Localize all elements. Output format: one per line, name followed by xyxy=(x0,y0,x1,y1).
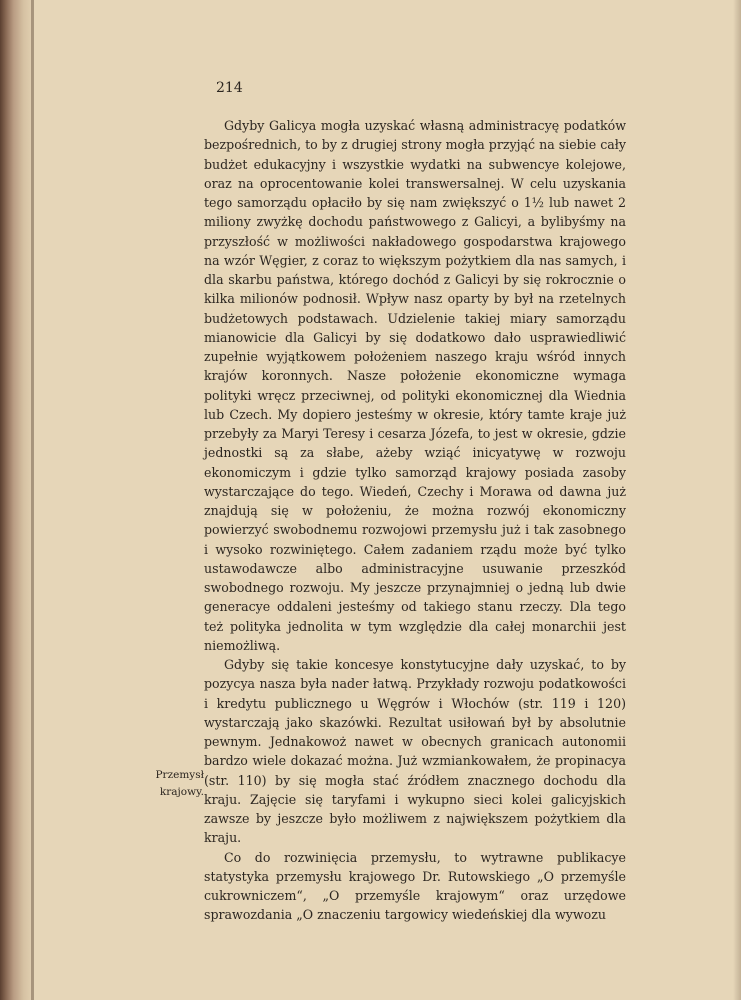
paragraph-1: Gdyby Galicya mogła uzyskać własną administracyę podatków bezpośrednich, to by z drugiej strony mogła przyjąć na siebie cały budżet edukacyjny i wszystkie wydatki na subwencye kolejowe, oraz na oprocentowanie kolei transwersalnej. W celu uzyskania tego samorządu opłaciło by się nam zwiększyć o 1½ lub nawet 2 miliony zwyżkę dochodu państwowego z Galicyi, a bylibyśmy na przyszłość w możliwości nakładowego gospodarstwa krajowego na wzór Węgier, z coraz to większym pożytkiem dla nas samych, i dla skarbu państwa, którego dochód z Galicyi by się rokrocznie o kilka milionów podnosił. Wpływ nasz oparty by był na rzetelnych budżetowych podstawach. Udzielenie takiej miary samorządu mianowicie dla Galicyi by się dodatkowo dało usprawiedliwić zupełnie wyjątkowem położeniem naszego kraju wśród innych krajów koronnych. Nasze położenie ekonomiczne wymaga polityki wręcz przeciwnej, od polityki ekonomicznej dla Wiednia lub Czech. My dopiero jesteśmy w okresie, który tamte kraje już przebyły za Maryi Teresy i cesarza Józefa, to jest w okresie, gdzie jednostki są za słabe, ażeby wziąć inicyatywę w rozwoju ekonomiczym i gdzie tylko samorząd krajowy posiada zasoby wystarczające do tego. Wiedeń, Czechy i Morawa od dawna już znajdują się w położeniu, że można rozwój ekonomiczny powierzyć swobodnemu rozwojowi przemysłu już i tak zasobnego i wysoko rozwiniętego. Całem zadaniem rządu może być tylko ustawodawcze albo administracyjne usuwanie przeszkód swobodnego rozwoju. My jeszcze przynajmniej o jedną lub dwie generacye oddaleni jesteśmy od takiego stanu rzeczy. Dla tego też polityka jednolita w tym względzie dla całej monarchii jest niemożliwą. xyxy=(204,118,626,653)
paragraph-3: Co do rozwinięcia przemysłu, to wytrawne publikacye statystyka przemysłu krajowego Dr. Rutowskiego „O przemyśle cukrowniczem“, „O przemyśle krajowym“ oraz urzędowe sprawozdania „O znaczeniu targowicy wiedeńskiej dla wywozu xyxy=(204,849,626,923)
page-edge xyxy=(733,0,741,1000)
body-text xyxy=(204,116,626,925)
page-number: 214 xyxy=(216,80,243,96)
margin-note: Przemysł krajowy. xyxy=(155,769,204,798)
paragraph-2: Gdyby się takie koncesye konstytucyjne dały uzyskać, to by pozycya nasza była nader łatwą. Przykłady rozwoju podatkowości i kredytu publicznego u Węgrów i Włochów (str. 119 i 120) wystarczają jako skazówki. Rezultat usiłowań był by absolutnie pewnym. Jednakowoż nawet w obecnych granicach autonomii bardzo wiele dokazać można. Już wzmiankowałem, że propinacya (str. 110) by się mogła stać źródłem znacznego dochodu dla kraju. Zajęcie się taryfami i wykupno sieci kolei galicyjskich zawsze by jeszcze było możliwem z największem pożytkiem dla kraju. xyxy=(204,657,626,846)
book-spine xyxy=(0,0,34,1000)
